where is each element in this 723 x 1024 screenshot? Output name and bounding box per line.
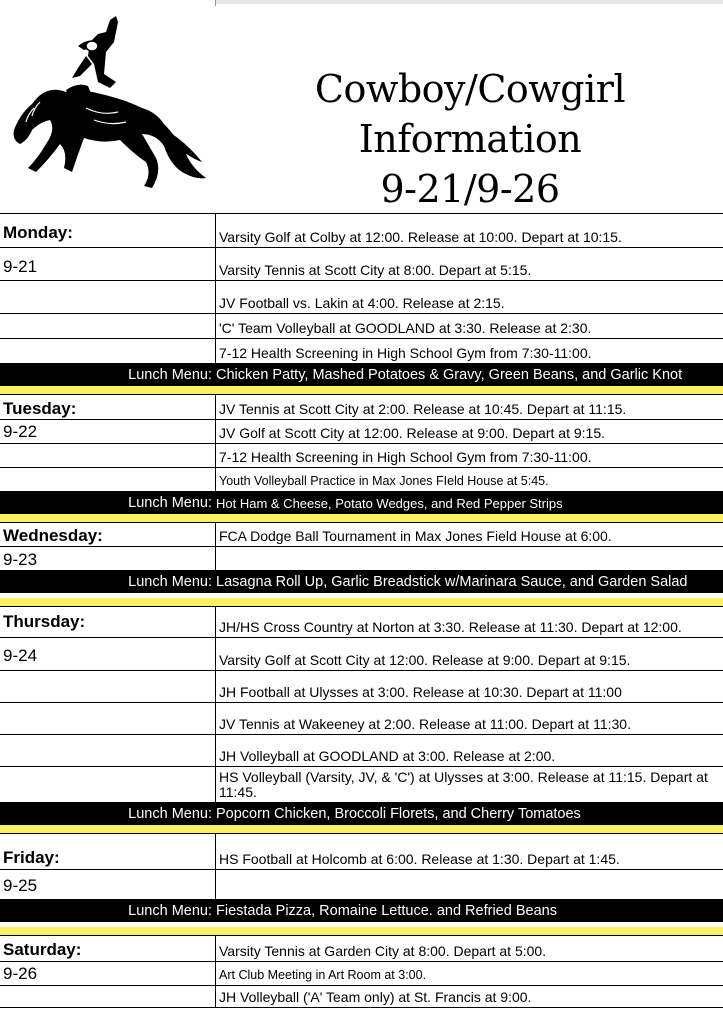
lunch-menu-row <box>0 803 723 825</box>
table-row <box>0 213 723 248</box>
empty-cell <box>0 339 216 363</box>
table-row <box>0 767 723 803</box>
table-row <box>0 281 723 314</box>
event-cell: Varsity Golf at Colby at 12:00. Release at 10:00. Depart at 10:15. <box>219 229 622 245</box>
day-label: Thursday: <box>0 607 216 637</box>
empty-cell <box>0 767 216 802</box>
event-cell: HS Volleyball (Varsity, JV, & 'C') at Ulysses at 3:00. Release at 11:15. Depart at 11:45. <box>219 769 708 800</box>
event-cell: JV Tennis at Scott City at 2:00. Release at 10:45. Depart at 11:15. <box>219 401 627 417</box>
event-cell: JV Golf at Scott City at 12:00. Release at 9:00. Depart at 9:15. <box>219 425 605 441</box>
table-row <box>0 468 723 492</box>
date-label: 9-26 <box>0 962 216 985</box>
table-row <box>0 638 723 671</box>
empty-cell <box>0 986 216 1007</box>
table-row <box>0 870 723 900</box>
table-row <box>0 986 723 1008</box>
event-cell <box>216 547 723 570</box>
lunch-menu-row <box>0 900 723 922</box>
lunch-menu-value: Popcorn Chicken, Broccoli Florets, and Cherry Tomatoes <box>216 806 581 822</box>
table-row <box>0 314 723 339</box>
event-cell <box>216 870 723 899</box>
table-row <box>0 547 723 571</box>
date-label: 9-21 <box>0 248 216 280</box>
table-row <box>0 420 723 444</box>
empty-cell <box>0 468 216 491</box>
schedule-table <box>0 213 723 1008</box>
event-cell: JV Football vs. Lakin at 4:00. Release at 2:15. <box>219 295 505 311</box>
title-line-3: 9-21/9-26 <box>380 167 560 211</box>
table-row <box>0 936 723 962</box>
day-separator <box>0 386 723 395</box>
event-cell: Youth Volleyball Practice in Max Jones FIeld House at 5:45. <box>219 474 549 488</box>
table-row <box>0 339 723 364</box>
day-separator <box>0 927 723 936</box>
date-label: 9-24 <box>0 638 216 670</box>
event-cell: Art Club Meeting in Art Room at 3:00. <box>219 968 427 982</box>
day-label: Monday: <box>0 214 216 247</box>
page-title <box>250 64 690 214</box>
date-label: 9-23 <box>0 547 216 570</box>
empty-cell <box>0 281 216 313</box>
day-label: Wednesday: <box>0 523 216 546</box>
table-row <box>0 607 723 638</box>
lunch-menu-row <box>0 571 723 593</box>
table-row <box>0 962 723 986</box>
event-cell: JH/HS Cross Country at Norton at 3:30. Release at 11:30. Depart at 12:00. <box>219 619 682 635</box>
lunch-menu-label: Lunch Menu: <box>128 574 212 590</box>
table-row <box>0 703 723 735</box>
top-divider <box>215 0 216 6</box>
bucking-bronco-cowboy-icon <box>6 12 211 202</box>
table-row <box>0 671 723 703</box>
lunch-menu-value: Fiestada Pizza, Romaine Lettuce. and Refried Beans <box>216 903 557 919</box>
lunch-menu-label: Lunch Menu: <box>128 806 212 822</box>
event-cell: 7-12 Health Screening in High School Gym from 7:30-11:00. <box>219 345 592 361</box>
day-separator <box>0 514 723 523</box>
date-label: 9-22 <box>0 420 216 443</box>
event-cell: JV Tennis at Wakeeney at 2:00. Release at 11:00. Depart at 11:30. <box>219 716 631 732</box>
empty-cell <box>0 671 216 702</box>
date-label: 9-25 <box>0 870 216 899</box>
lunch-menu-value: Lasagna Roll Up, Garlic Breadstick w/Marinara Sauce, and Garden Salad <box>216 574 688 590</box>
lunch-menu-value: Chicken Patty, Mashed Potatoes & Gravy, Green Beans, and Garlic Knot <box>216 367 683 383</box>
event-cell: JH Football at Ulysses at 3:00. Release at 10:30. Depart at 11:00 <box>219 684 622 700</box>
event-cell: HS Football at Holcomb at 6:00. Release at 1:30. Depart at 1:45. <box>219 851 620 867</box>
table-row <box>0 523 723 547</box>
day-separator <box>0 825 723 834</box>
event-cell: FCA Dodge Ball Tournament in Max Jones Field House at 6:00. <box>219 528 612 544</box>
lunch-menu-label: Lunch Menu: <box>128 903 212 919</box>
event-cell: JH Volleyball at GOODLAND at 3:00. Release at 2:00. <box>219 748 556 764</box>
lunch-menu-label: Lunch Menu: <box>128 495 212 511</box>
empty-cell <box>0 735 216 766</box>
table-row <box>0 735 723 767</box>
event-cell: Varsity Tennis at Scott City at 8:00. Depart at 5:15. <box>219 262 532 278</box>
day-separator <box>0 598 723 607</box>
lunch-menu-label: Lunch Menu: <box>128 367 212 383</box>
lunch-menu-value: Hot Ham & Cheese, Potato Wedges, and Red Pepper Strips <box>216 495 563 511</box>
table-row <box>0 248 723 281</box>
event-cell: Varsity Tennis at Garden City at 8:00. Depart at 5:00. <box>219 943 547 959</box>
lunch-menu-row <box>0 492 723 514</box>
title-line-2: Information <box>358 117 582 161</box>
event-cell: JH Volleyball ('A' Team only) at St. Francis at 9:00. <box>219 989 532 1005</box>
top-bar <box>215 0 723 4</box>
event-cell: 7-12 Health Screening in High School Gym from 7:30-11:00. <box>219 449 592 465</box>
event-cell: 'C' Team Volleyball at GOODLAND at 3:30. Release at 2:30. <box>219 320 592 336</box>
day-label: Tuesday: <box>0 395 216 419</box>
table-row <box>0 444 723 468</box>
event-cell: Varsity Golf at Scott City at 12:00. Release at 9:00. Depart at 9:15. <box>219 652 631 668</box>
day-label: Friday: <box>0 834 216 869</box>
day-label: Saturday: <box>0 936 216 961</box>
table-row <box>0 395 723 420</box>
lunch-menu-row <box>0 364 723 386</box>
title-line-1: Cowboy/Cowgirl <box>314 67 626 111</box>
table-row <box>0 834 723 870</box>
empty-cell <box>0 444 216 467</box>
empty-cell <box>0 703 216 734</box>
empty-cell <box>0 314 216 338</box>
